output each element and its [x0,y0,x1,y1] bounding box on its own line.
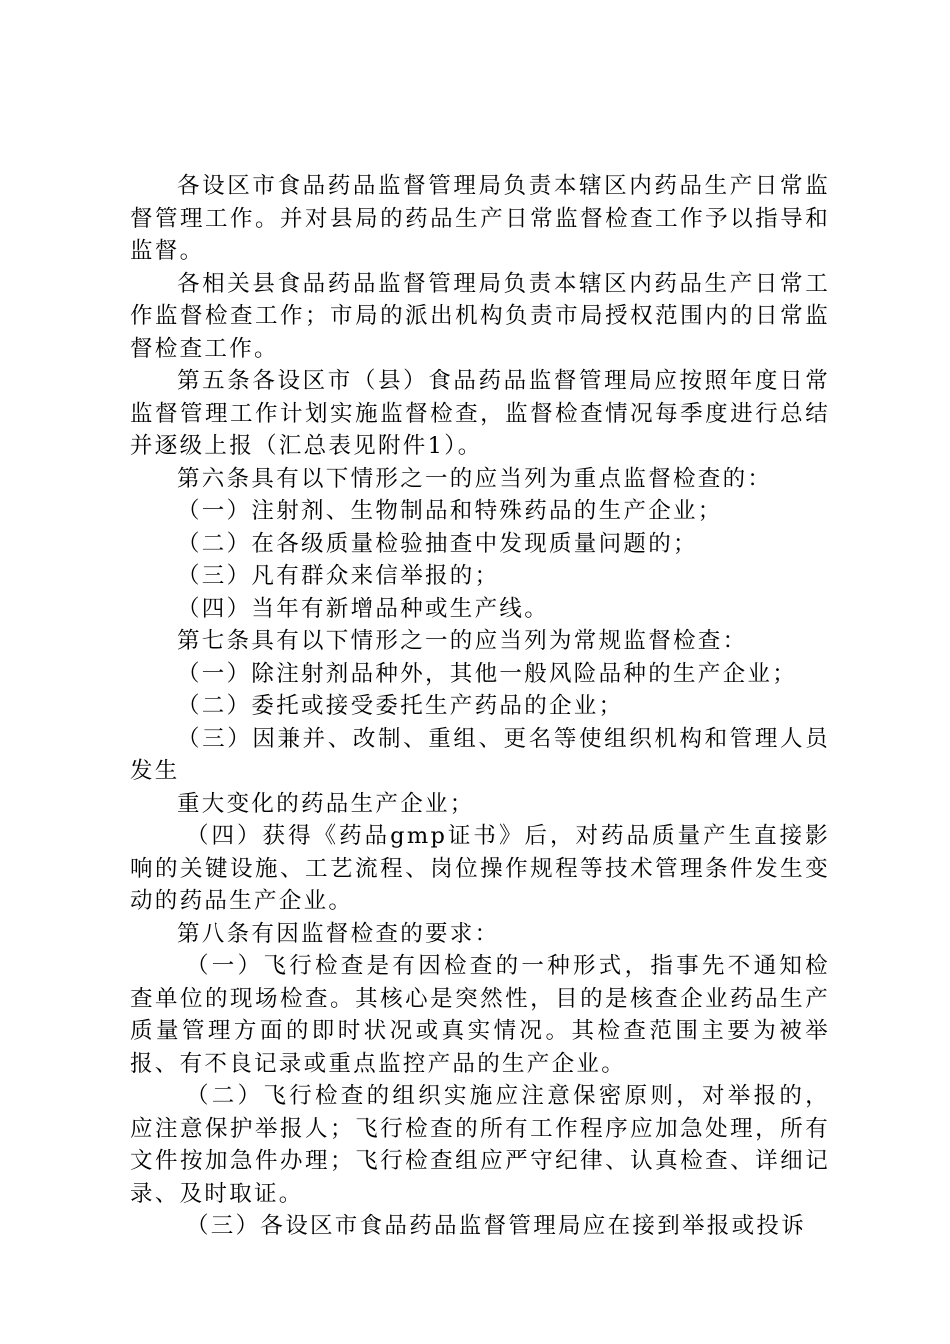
article-8-item-1: （一）飞行检查是有因检查的一种形式，指事先不通知检查单位的现场检查。其核心是突然性，目的是核查企业药品生产质量管理方面的即时状况或真实情况。其检查范围主要为被举报、有不良记录或重点监控产品的生产企业。 [130,953,830,1077]
article-8-item-2: （二）飞行检查的组织实施应注意保密原则，对举报的，应注意保护举报人；飞行检查的所有工作程序应加急处理，所有文件按加急件办理；飞行检查组应严守纪律、认真检查、详细记录、及时取证。 [130,1083,830,1207]
article-5: 第五条各设区市（县）食品药品监督管理局应按照年度日常监督管理工作计划实施监督检查，监督检查情况每季度进行总结并逐级上报（汇总表见附件1）。 [130,368,830,459]
article-8-item-3: （三）各设区市食品药品监督管理局应在接到举报或投诉 [186,1213,807,1239]
article-7-heading: 第七条具有以下情形之一的应当列为常规监督检查： [177,628,748,654]
paragraph-1: 各设区市食品药品监督管理局负责本辖区内药品生产日常监督管理工作。并对县局的药品生产日常监督检查工作予以指导和监督。 [130,173,830,264]
article-8-heading: 第八条有因监督检查的要求： [177,920,500,947]
article-7-item-2: （二）委托或接受委托生产药品的企业； [177,693,624,719]
article-6-item-1: （一）注射剂、生物制品和特殊药品的生产企业； [177,498,723,524]
article-7-item-1: （一）除注射剂品种外，其他一般风险品种的生产企业； [177,660,798,687]
paragraph-2: 各相关县食品药品监督管理局负责本辖区内药品生产日常工作监督检查工作；市局的派出机构负责市局授权范围内的日常监督检查工作。 [130,270,830,362]
article-7-item-4: （四）获得《药品gmp证书》后，对药品质量产生直接影响的关键设施、工艺流程、岗位操作规程等技术管理条件发生变动的药品生产企业。 [130,823,830,914]
article-6-item-2: （二）在各级质量检验抽查中发现质量问题的； [177,530,698,557]
document-body [130,170,830,1243]
article-7-item-3: （三）因兼并、改制、重组、更名等使组织机构和管理人员发生 [130,725,830,784]
article-7-item-3-continued: 重大变化的药品生产企业； [177,790,475,817]
article-6-item-4: （四）当年有新增品种或生产线。 [177,595,550,622]
article-6-heading: 第六条具有以下情形之一的应当列为重点监督检查的： [177,465,773,492]
article-6-item-3: （三）凡有群众来信举报的； [177,563,500,589]
